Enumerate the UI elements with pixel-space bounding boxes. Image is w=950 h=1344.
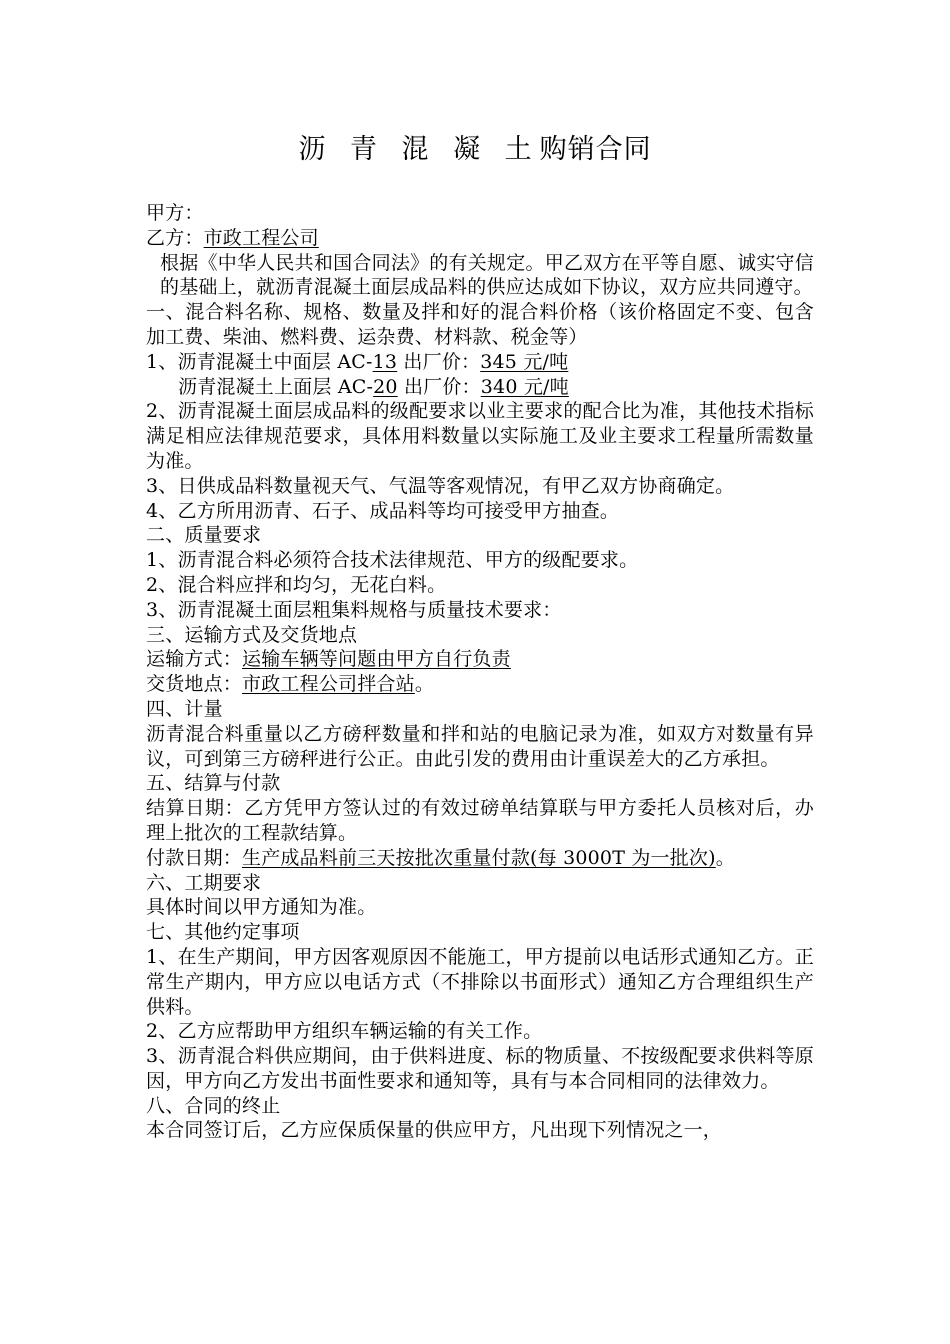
mix-middle-price: 345 元/吨	[480, 350, 569, 373]
mix-upper-price: 340 元/吨	[480, 375, 569, 398]
section-2-item-1: 1、沥青混合料必须符合技术法律规范、甲方的级配要求。	[146, 549, 639, 572]
section-8-text: 本合同签订后，乙方应保质保量的供应甲方，凡出现下列情况之一，	[146, 1119, 723, 1142]
transport-line	[146, 647, 814, 672]
payment-date-value: 生产成品料前三天按批次重量付款(每 3000T 为一批次)	[242, 846, 716, 869]
section-8-heading: 八、合同的终止	[146, 1094, 281, 1117]
delivery-place-end: 。	[414, 673, 435, 696]
section-7-item-2: 2、乙方应帮助甲方组织车辆运输的有关工作。	[146, 1020, 543, 1043]
section-5-heading: 五、结算与付款	[146, 772, 281, 795]
mix-middle-price-label: 出厂价：	[397, 350, 481, 373]
section-7-item-1: 1、在生产期间，甲方因客观原因不能施工，甲方提前以电话形式通知乙方。正常生产期内，甲方应以电话方式（不排除以书面形式）通知乙方合理组织生产供料。	[146, 945, 814, 1018]
mix-upper-price-label: 出厂价：	[397, 375, 481, 398]
party-b-name: 市政工程公司	[203, 226, 319, 249]
section-2-item-2: 2、混合料应拌和均匀，无花白料。	[146, 573, 447, 596]
section-2-heading: 二、质量要求	[146, 524, 262, 547]
section-1-item-4: 4、乙方所用沥青、石子、成品料等均可接受甲方抽查。	[146, 499, 620, 522]
section-1-item-2: 2、沥青混凝土面层成品料的级配要求以业主要求的配合比为准，其他技术指标满足相应法律规范要求，具体用料数量以实际施工及业主要求工程量所需数量为准。	[146, 400, 814, 472]
page-title	[0, 132, 950, 168]
section-6-text: 具体时间以甲方通知为准。	[146, 896, 377, 919]
section-7-heading: 七、其他约定事项	[146, 921, 300, 944]
delivery-place-value: 市政工程公司拌合站	[242, 673, 415, 696]
settlement-date-text: 结算日期：乙方凭甲方签认过的有效过磅单结算联与甲方委托人员核对后，办理上批次的工程款结算。	[146, 797, 814, 844]
party-b-label: 乙方：	[146, 226, 204, 249]
mix-middle-label: 1、沥青混凝土中面层 AC-	[146, 350, 373, 373]
party-b-line	[146, 226, 814, 251]
section-3-heading: 三、运输方式及交货地点	[146, 623, 358, 646]
title-suffix: 购销合同	[539, 134, 652, 165]
payment-date-line	[146, 846, 814, 871]
section-1-heading: 一、混合料名称、规格、数量及拌和好的混合料价格（该价格固定不变、包含加工费、柴油、燃料费、运杂费、材料款、税金等）	[146, 301, 814, 348]
section-1-item-3: 3、日供成品料数量视天气、气温等客观情况，有甲乙双方协商确定。	[146, 474, 735, 497]
mix-upper-spec: 20	[373, 375, 398, 398]
mix-item-upper-layer	[146, 375, 814, 400]
transport-value: 运输车辆等问题由甲方自行负责	[242, 648, 511, 671]
section-2-item-3: 3、沥青混凝土面层粗集料规格与质量技术要求：	[146, 598, 562, 621]
contract-body	[146, 201, 814, 1143]
section-7-item-3: 3、沥青混合料供应期间，由于供料进度、标的物质量、不按级配要求供料等原因，甲方向乙方发出书面性要求和通知等，具有与本合同相同的法律效力。	[146, 1045, 814, 1092]
delivery-place-line	[146, 672, 814, 697]
transport-label: 运输方式：	[146, 648, 243, 671]
section-4-heading: 四、计量	[146, 697, 223, 720]
payment-date-label: 付款日期：	[146, 846, 243, 869]
section-6-heading: 六、工期要求	[146, 871, 262, 894]
delivery-place-label: 交货地点：	[146, 673, 243, 696]
party-a-line	[146, 201, 814, 226]
intro-paragraph: 根据《中华人民共和国合同法》的有关规定。甲乙双方在平等自愿、诚实守信的基础上，就沥青混凝土面层成品料的供应达成如下协议，双方应共同遵守。	[160, 251, 814, 299]
party-a-label: 甲方：	[146, 202, 204, 224]
title-main: 沥 青 混 凝 土	[298, 134, 540, 165]
payment-date-end: 。	[715, 846, 735, 869]
mix-middle-spec: 13	[372, 350, 398, 373]
mix-item-middle-layer	[146, 350, 814, 375]
section-4-text: 沥青混合料重量以乙方磅秤数量和拌和站的电脑记录为准，如双方对数量有异议，可到第三方磅秤进行公正。由此引发的费用由计重误差大的乙方承担。	[146, 722, 814, 770]
mix-upper-label: 沥青混凝土上面层 AC-	[178, 375, 374, 398]
